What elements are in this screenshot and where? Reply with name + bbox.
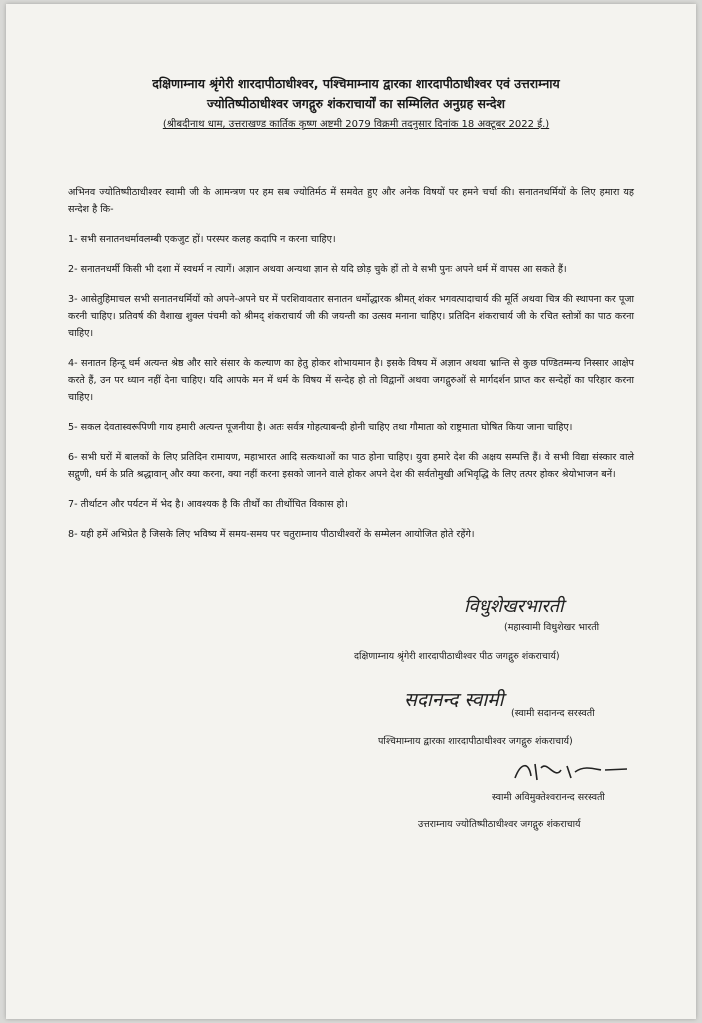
signature-1-handwritten: विधुशेखरभारती bbox=[464, 596, 564, 617]
signature-3-title: उत्तराम्नाय ज्योतिष्पीठाधीश्वर जगद्गुरु शंकराचार्य bbox=[418, 819, 581, 830]
point-6: 6- सभी घरों में बालकों के लिए प्रतिदिन रामायण, महाभारत आदि सत्कथाओं का पाठ होना चाहिए। युवा हमारे देश की अक्षय सम्पत्ति हैं। वे सभी विद्या संस्कार वाले सद्गुणी, धर्म के प्रति श्रद्धावान् और क्या करना, क्या नहीं करना इसको जानने वाले होकर अपने देश की सर्वतोमुखी अभिवृद्धि के लिए तत्पर होकर श्रेयोभाजन बनें। bbox=[68, 452, 634, 480]
signature-3-scribble bbox=[511, 756, 631, 786]
document-header bbox=[66, 74, 646, 134]
header-date-line: (श्रीबदीनाथ धाम, उत्तराखण्ड कार्तिक कृष्ण अष्टमी 2079 विक्रमी तदनुसार दिनांक 18 अक्टूबर 2022 ई.) bbox=[162, 119, 550, 130]
point-1: 1- सभी सनातनधर्मावलम्बी एकजुट हों। परस्पर कलह कदापि न करना चाहिए। bbox=[68, 234, 336, 245]
signature-2-name: (स्वामी सदानन्द सरस्वती bbox=[511, 708, 595, 719]
point-2: 2- सनातनधर्मी किसी भी दशा में स्वधर्म न त्यागें। अज्ञान अथवा अन्यथा ज्ञान से यदि छोड़ चुके हों तो वे सभी पुनः अपने धर्म में वापस आ सकते हैं। bbox=[68, 264, 567, 275]
point-8: 8- यही हमें अभिप्रेत है जिसके लिए भविष्य में समय-समय पर चतुराम्नाय पीठाधीश्वरों के सम्मेलन आयोजित होते रहेंगे। bbox=[68, 529, 475, 540]
signature-2-handwritten: सदानन्द स्वामी bbox=[404, 689, 504, 711]
signature-2-title: पश्चिमाम्नाय द्वारका शारदापीठाधीश्वर जगद्गुरु शंकराचार्य) bbox=[378, 736, 573, 747]
point-5: 5- सकल देवतास्वरूपिणी गाय हमारी अत्यन्त पूजनीया है। अतः सर्वत्र गोहत्याबन्दी होनी चाहिए तथा गौमाता को राष्ट्रमाता घोषित किया जाना चाहिए। bbox=[68, 422, 573, 433]
point-3: 3- आसेतुहिमाचल सभी सनातनधर्मियों को अपने-अपने घर में परशिवावतार सनातन धर्मोद्धारक श्रीमत् शंकर भगवत्पादाचार्य की मूर्ति अथवा चित्र की स्थापना कर पूजा करनी चाहिए। प्रतिवर्ष की वैशाख शुक्ल पंचमी को श्रीमद् शंकराचार्य जी की जयन्ती का उत्सव मनाना चाहिए। प्रतिदिन शंकराचार्य जी के रचित स्तोत्रों का पाठ करना चाहिए। bbox=[68, 294, 634, 339]
message-body bbox=[68, 184, 634, 556]
header-line-2: ज्योतिष्पीठाधीश्वर जगद्गुरु शंकराचार्यों का सम्मिलित अनुग्रह सन्देश bbox=[206, 96, 506, 111]
signature-1-title: दक्षिणाम्नाय श्रृंगेरी शारदापीठाधीश्वर पीठ जगद्गुरु शंकराचार्य) bbox=[354, 651, 560, 662]
header-line-1: दक्षिणाम्नाय श्रृंगेरी शारदापीठाधीश्वर, पश्चिमाम्नाय द्वारका शारदापीठाधीश्वर एवं उत्तराम्नाय bbox=[152, 76, 560, 91]
point-4: 4- सनातन हिन्दू धर्म अत्यन्त श्रेष्ठ और सारे संसार के कल्याण का हेतु होकर शोभायमान है। इसके विषय में अज्ञान अथवा भ्रान्ति से कुछ पण्डितम्मन्य निस्सार आक्षेप करते हैं, उन पर ध्यान नहीं देना चाहिए। यदि आपके मन में धर्म के विषय में सन्देह हो तो विद्वानों अथवा जगद्गुरुओं से मार्गदर्शन प्राप्त कर सन्देहों का परिहार करना चाहिए। bbox=[68, 358, 634, 403]
signature-3-name: स्वामी अविमुक्तेश्वरानन्द सरस्वती bbox=[492, 792, 605, 803]
intro-paragraph: अभिनव ज्योतिष्पीठाधीश्वर स्वामी जी के आमन्त्रण पर हम सब ज्योतिर्मठ में समवेत हुए और अनेक विषयों पर हमने चर्चा की। सनातनधर्मियों के लिए हमारा यह सन्देश है कि- bbox=[68, 187, 634, 215]
point-7: 7- तीर्थाटन और पर्यटन में भेद है। आवश्यक है कि तीर्थों का तीर्थोचित विकास हो। bbox=[68, 499, 348, 510]
document-page bbox=[6, 4, 696, 1019]
signature-1-name: (महास्वामी विधुशेखर भारती bbox=[504, 622, 600, 633]
